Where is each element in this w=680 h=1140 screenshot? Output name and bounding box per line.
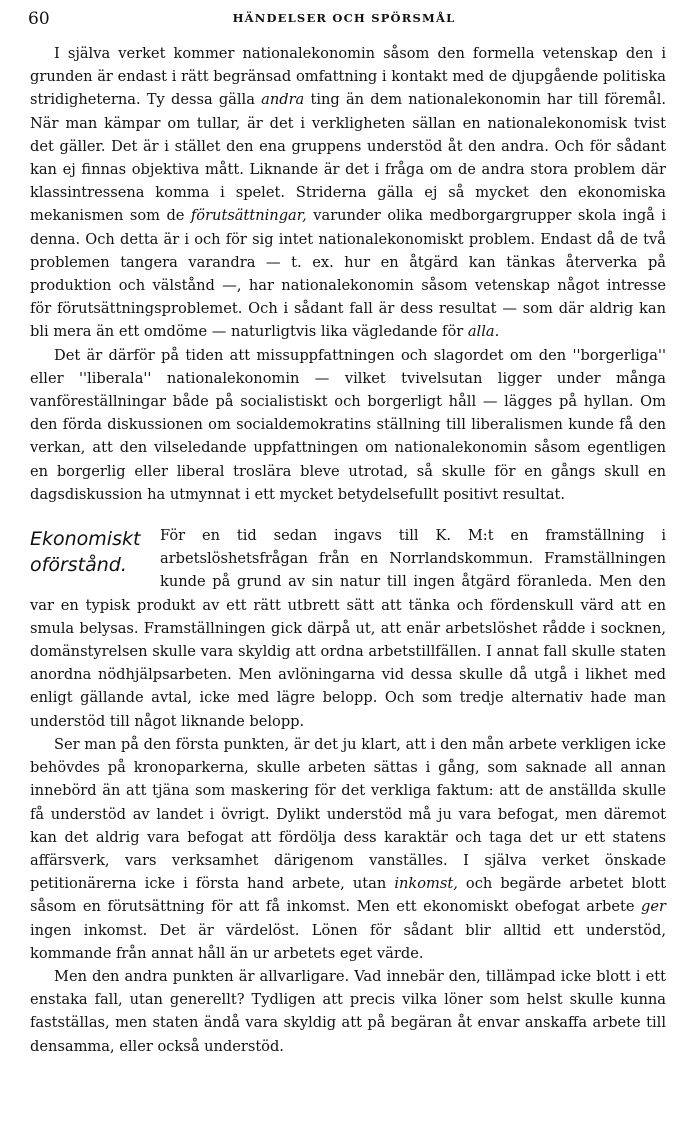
running-title: HÄNDELSER OCH SPÖRSMÅL — [232, 11, 456, 25]
paragraph: Ser man på den första punkten, är det ju klart, att i den mån arbete verkligen icke behövdes på kronoparkerna, skulle arbeten sättas i gång, som saknade all annan innebörd än att tjäna som maskering för det verkliga faktum: att de anställda skulle få understöd av landet i övrigt. Dylikt understöd må ju vara befogat, men däremot kan det aldrig vara befogat att fördölja dess karaktär och taga det ur ett statens affärsverk, vars verksamhet därigenom vanställes. I själva verket önskade petitionärerna icke i första hand arbete, utan inkomst, och begärde arbetet blott såsom en förutsättning för att få inkomst. Men ett ekonomiskt obefogat arbete ger ingen inkomst. Det är värdelöst. Lönen för sådant blir alltid ett understöd, kommande från annat håll än ur arbetets eget värde. — [30, 735, 667, 962]
section-ekonomiskt-oforstand — [30, 524, 666, 1058]
page-number: 60 — [28, 9, 50, 29]
paragraph: För en tid sedan ingavs till K. M:t en framställning i arbetslöshetsfrågan från en Norrlandskommun. Framställningen kunde på grund av sin natur till ingen åtgärd föranleda. Men den var en typisk produkt av ett rätt utbrett sätt att tänka och fördenskull värd att en smula belysas. Framställningen gick därpå ut, att enär arbetslöshet rådde i socknen, domänstyrelsen skulle vara skyldig att ordna arbetstillfällen. I annat fall skulle staten anordna nödhjälpsarbeten. Men avlöningarna vid dessa skulle då utgå i likhet med enligt gällande avtal, icke med lägre belopp. Och som tredje alternativ hade man understöd till något liknande belopp. — [30, 527, 666, 730]
paragraph: Men den andra punkten är allvarligare. Vad innebär den, tillämpad icke blott i ett enstaka fall, utan generellt? Tydligen att precis vilka löner som helst skulle kunna fastställas, men staten ändå vara skyldig att på begäran åt envar anskaffa arbete till densamma, eller också understöd. — [30, 967, 666, 1055]
paragraph: I själva verket kommer nationalekonomin såsom den formella vetenskap den i grunden är endast i rätt begränsad omfattning i kontakt med de djupgående politiska stridigheterna. Ty dessa gälla andra ting än dem nationalekonomin har till föremål. När man kämpar om tullar, är det i verkligheten sällan en nationalekonomisk tvist det gäller. Det är i stället den ena gruppens understöd åt den andra. Och för sådant kan ej finnas objektiva mått. Liknande är det i fråga om de andra stora problem där klassintressena komma i spelet. Striderna gälla ej så mycket den ekonomiska mekanismen som de förutsättningar, varunder olika medborgargrupper skola ingå i denna. Och detta är i och för sig intet nationalekonomiskt problem. Endast då de två problemen tangera varandra — t. ex. hur en åtgärd kan tänkas återverka på produktion och välstånd —, har nationalekonomin såsom vetenskap något intresse för förutsättningsproblemet. Och i sådant fall är dess resultat — som där aldrig kan bli mera än ett omdöme — naturligtvis lika vägledande för alla. — [30, 45, 667, 341]
body-text — [30, 42, 666, 1058]
paragraph: Det är därför på tiden att missuppfattningen och slagordet om den ''borgerliga'' eller ''liberala'' nationalekonomin — vilket tvivelsutan ligger under många vanföreställningar både på socialistiskt och borgerligt håll — lägges på hyllan. Om den förda diskussionen om socialdemokratins ställning till liberalismen kunde få den verkan, att den vilseledande uppfattningen om nationalekonomin såsom egentligen en borgerlig eller liberal troslära bleve utrotad, så skulle för en gångs skull en dagsdiskussion ha utmynnat i ett mycket betydelsefullt positivt resultat. — [30, 346, 666, 503]
marginal-heading: Ekonomiskt oförstånd. — [30, 528, 141, 577]
page-header — [28, 9, 660, 33]
